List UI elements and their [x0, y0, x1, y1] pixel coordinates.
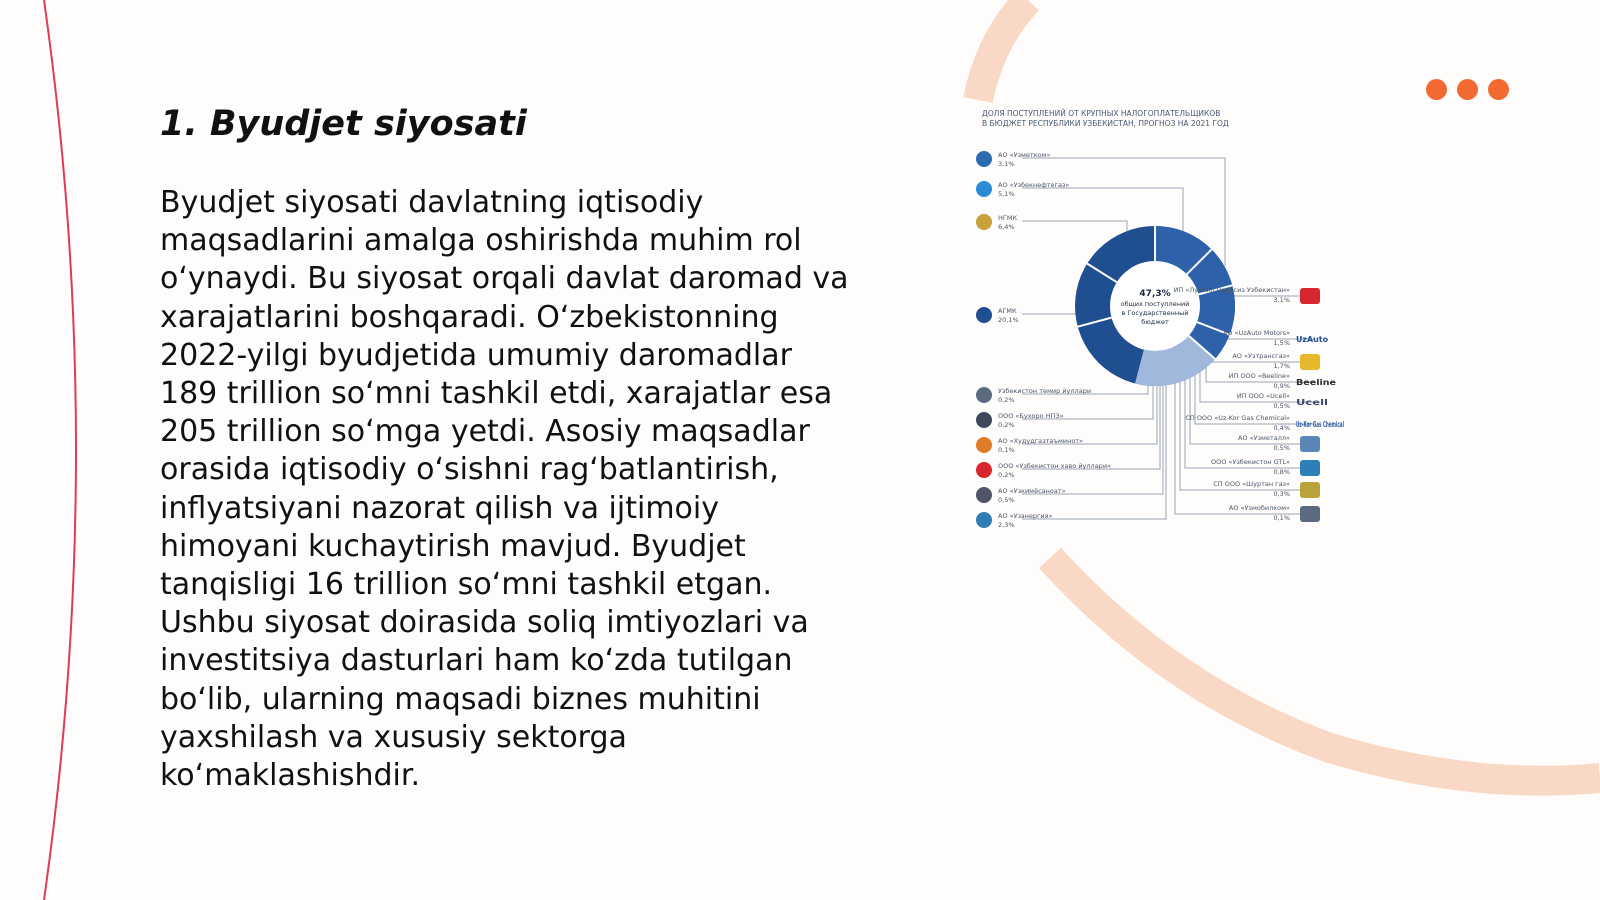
slide-title: 1. Byudjet siyosati	[160, 104, 527, 144]
company-share-value: 6,4%	[998, 223, 1015, 231]
tax-share-infographic	[970, 106, 1370, 546]
left-company-row	[976, 214, 1017, 231]
company-label: ООО «Узбекистон хаво йуллари»	[998, 462, 1112, 470]
v-mark-logo-icon	[1300, 506, 1320, 522]
company-label: ИП ООО «Ucell»	[1236, 392, 1290, 400]
company-share-value: 0,9%	[1273, 382, 1290, 390]
right-company-row	[1229, 504, 1320, 522]
bottom-arc-segment	[1050, 558, 1600, 781]
company-label: АО «Узметалл»	[1238, 434, 1290, 442]
dot	[1426, 79, 1447, 100]
beeline-logo-icon: Beeline	[1296, 378, 1337, 387]
company-share-value: 1,7%	[1273, 362, 1290, 370]
uzkor-logo-icon: Uz-Kor Gas Chemical	[1296, 420, 1345, 429]
right-company-row	[1232, 352, 1320, 370]
left-company-row	[976, 181, 1069, 198]
company-label: АО «Узмобилком»	[1228, 504, 1290, 512]
company-label: ООО «Узбекистон GTL»	[1211, 458, 1290, 466]
donut-chart	[1075, 226, 1235, 386]
donut-center-line-1: общих поступлений	[1120, 300, 1190, 308]
right-company-row	[1223, 329, 1329, 347]
company-share-value: 20,1%	[998, 316, 1019, 324]
right-company-row	[1238, 434, 1320, 452]
blue-mountain-logo-icon	[976, 307, 992, 323]
company-label: ИП ООО «Beeline»	[1228, 372, 1290, 380]
left-company-row	[976, 462, 1111, 479]
three-dots-icon[interactable]	[1426, 79, 1509, 100]
left-accent-line	[44, 0, 76, 900]
right-company-row	[1185, 414, 1344, 432]
gold-crown-logo-icon	[1300, 354, 1320, 370]
top-arc-segment	[978, 0, 1028, 100]
ue-circle-logo-icon	[976, 512, 992, 528]
company-share-value: 0,2%	[998, 471, 1015, 479]
company-share-value: 0,8%	[1273, 468, 1290, 476]
company-share-value: 0,4%	[1273, 424, 1290, 432]
left-company-row	[976, 387, 1091, 404]
company-share-value: 1,5%	[1273, 339, 1290, 347]
company-label: Узбекистон темир йуллари	[998, 387, 1092, 395]
gold-ring-logo-icon	[1300, 482, 1320, 498]
ucell-logo-icon: Ucell	[1296, 398, 1329, 407]
company-label: АО «Узметком»	[998, 151, 1051, 159]
company-label: СП ООО «Uz-Kor Gas Chemical»	[1185, 414, 1290, 422]
blue-oval-logo-icon	[976, 151, 992, 167]
donut-center-line-3: бюджет	[1141, 318, 1169, 326]
left-company-row	[976, 437, 1083, 454]
company-label: СП ООО «Шуртан газ»	[1213, 480, 1290, 488]
left-company-row	[976, 412, 1064, 429]
donut-center-line-2: в Государственный	[1121, 309, 1189, 317]
red-square-logo-icon	[976, 462, 992, 478]
chemical-logo-icon	[976, 487, 992, 503]
company-share-value: 0,2%	[998, 421, 1015, 429]
company-share-value: 0,3%	[1273, 490, 1290, 498]
gold-bars-logo-icon	[976, 214, 992, 230]
blue-drop-logo-icon	[976, 181, 992, 197]
slide-body-text: Byudjet siyosati davlatning iqtisodiy maqsadlarini amalga oshirishda muhim rol oʻynaydi. Bu siyosat orqali davlat daromad va xarajatlarini boshqaradi. Oʻzbekistonning 2022-yilgi byudjetida umumiy daromadlar 189 trillion soʻmni tashkil etdi, xarajatlar esa 205 trillion soʻmga yetdi. Asosiy maqsadlar orasida iqtisodiy oʻsishni ragʻbatlantirish, inflyatsiyani nazorat qilish va ijtimoiy himoyani kuchaytirish mavjud. Byudjet tanqisligi 16 trillion soʻmni tashkil etgan. Ushbu siyosat doirasida soliq imtiyozlari va investitsiya dasturlari ham koʻzda tutilgan boʻlib, ularning maqsadi biznes muhitini yaxshilash va xususiy sektorga koʻmaklashishdir.	[160, 185, 849, 794]
company-share-value: 0,5%	[998, 496, 1015, 504]
company-label: АО «Узкимёсаноат»	[998, 487, 1066, 495]
company-share-value: 3,1%	[1273, 296, 1290, 304]
company-label: АО «Узтрансгаз»	[1232, 352, 1290, 360]
company-share-value: 5,1%	[998, 190, 1015, 198]
company-label: АО «Узбекнефтегаз»	[998, 181, 1070, 189]
company-share-value: 0,1%	[998, 446, 1015, 454]
left-company-row	[976, 487, 1066, 504]
left-company-row	[976, 151, 1051, 168]
company-share-value: 0,5%	[1273, 444, 1290, 452]
company-label: ИП «Лукойл Оверсиз Узбекистан»	[1173, 286, 1290, 294]
right-company-row	[1237, 392, 1329, 410]
infographic-title-line-2: В БЮДЖЕТ РЕСПУБЛИКИ УЗБЕКИСТАН, ПРОГНОЗ НА 2021 ГОД	[982, 119, 1229, 128]
dot	[1488, 79, 1509, 100]
uzauto-logo-icon: UzAuto	[1296, 335, 1329, 344]
left-company-row	[976, 512, 1053, 529]
orange-wave-logo-icon	[976, 437, 992, 453]
globe-logo-icon	[1300, 460, 1320, 476]
company-label: АО «UzAuto Motors»	[1222, 329, 1290, 337]
donut-center-value: 47,3%	[1139, 289, 1171, 299]
small-emblem-logo-icon	[1300, 436, 1320, 452]
lukoil-logo-icon	[1300, 288, 1320, 304]
tower-logo-icon	[976, 412, 992, 428]
right-company-row	[1211, 458, 1320, 476]
company-share-value: 0,2%	[998, 396, 1015, 404]
company-share-value: 2,3%	[998, 521, 1015, 529]
dot	[1457, 79, 1478, 100]
right-company-row	[1229, 372, 1337, 390]
left-company-row	[976, 307, 1019, 324]
company-share-value: 0,1%	[1273, 514, 1290, 522]
right-company-row	[1213, 480, 1320, 498]
company-share-value: 0,5%	[1273, 402, 1290, 410]
company-label: АО «Худудгазтаъминот»	[998, 437, 1084, 445]
company-label: АГМК	[998, 307, 1017, 315]
company-label: ООО «Бухоро НПЗ»	[998, 412, 1064, 420]
infographic-title-line-1: ДОЛЯ ПОСТУПЛЕНИЙ ОТ КРУПНЫХ НАЛОГОПЛАТЕЛЬЩИКОВ	[982, 109, 1221, 118]
company-share-value: 3,1%	[998, 160, 1015, 168]
company-label: АО «Узэнергия»	[998, 512, 1053, 520]
company-label: НГМК	[998, 214, 1018, 222]
crest-logo-icon	[976, 387, 992, 403]
